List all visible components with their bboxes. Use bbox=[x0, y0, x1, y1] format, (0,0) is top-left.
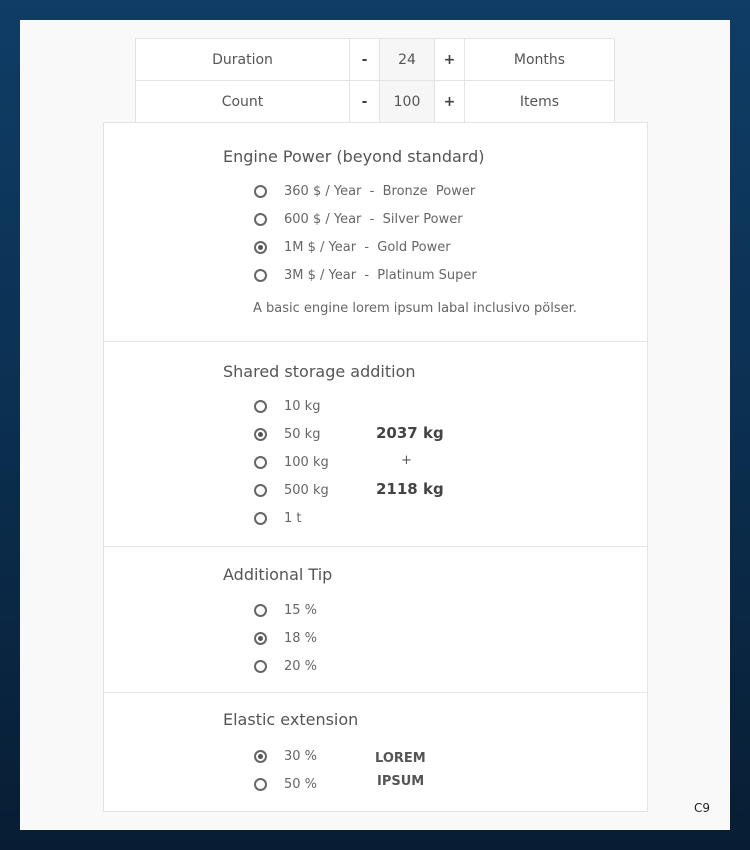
elastic-note-1: LOREM bbox=[375, 751, 426, 766]
page-code: C9 bbox=[694, 801, 711, 815]
option-label: 50 kg bbox=[284, 427, 321, 442]
tip-section bbox=[104, 547, 647, 693]
card bbox=[20, 20, 730, 830]
tip-title: Additional Tip bbox=[223, 565, 333, 584]
count-label: Count bbox=[136, 81, 350, 123]
radio-icon[interactable] bbox=[254, 484, 267, 497]
option-label: 360 $ / Year - Bronze Power bbox=[284, 184, 476, 199]
count-unit: Items bbox=[465, 81, 615, 123]
option-label: 20 % bbox=[284, 659, 318, 674]
storage-total-2: 2118 kg bbox=[376, 480, 444, 498]
tip-option[interactable] bbox=[254, 631, 317, 646]
engine-option[interactable] bbox=[254, 212, 463, 227]
radio-icon[interactable] bbox=[254, 400, 267, 413]
storage-section bbox=[104, 342, 647, 547]
options-panel bbox=[103, 122, 648, 812]
option-label: 10 kg bbox=[284, 399, 321, 414]
engine-option[interactable] bbox=[254, 240, 451, 255]
radio-icon[interactable] bbox=[254, 185, 267, 198]
radio-selected-icon[interactable] bbox=[254, 750, 267, 763]
option-label: 3M $ / Year - Platinum Super bbox=[284, 268, 477, 283]
duration-label: Duration bbox=[136, 39, 350, 81]
duration-minus-button[interactable]: - bbox=[350, 39, 380, 81]
duration-row bbox=[136, 39, 615, 81]
count-row bbox=[136, 81, 615, 123]
storage-option[interactable] bbox=[254, 511, 302, 526]
storage-total-1: 2037 kg bbox=[376, 424, 444, 442]
elastic-option[interactable] bbox=[254, 777, 317, 792]
option-label: 600 $ / Year - Silver Power bbox=[284, 212, 463, 227]
duration-unit: Months bbox=[465, 39, 615, 81]
radio-icon[interactable] bbox=[254, 213, 267, 226]
storage-title: Shared storage addition bbox=[223, 362, 416, 381]
count-value[interactable]: 100 bbox=[380, 81, 435, 123]
engine-title: Engine Power (beyond standard) bbox=[223, 147, 485, 166]
storage-plus: + bbox=[401, 453, 412, 468]
option-label: 15 % bbox=[284, 603, 318, 618]
count-minus-button[interactable]: - bbox=[350, 81, 380, 123]
option-label: 18 % bbox=[284, 631, 318, 646]
option-label: 100 kg bbox=[284, 455, 329, 470]
count-plus-button[interactable]: + bbox=[435, 81, 465, 123]
radio-icon[interactable] bbox=[254, 660, 267, 673]
option-label: 500 kg bbox=[284, 483, 329, 498]
tip-option[interactable] bbox=[254, 603, 317, 618]
engine-option[interactable] bbox=[254, 268, 477, 283]
radio-selected-icon[interactable] bbox=[254, 632, 267, 645]
elastic-option[interactable] bbox=[254, 749, 317, 764]
option-label: 30 % bbox=[284, 749, 318, 764]
radio-icon[interactable] bbox=[254, 778, 267, 791]
radio-icon[interactable] bbox=[254, 512, 267, 525]
elastic-title: Elastic extension bbox=[223, 710, 359, 729]
storage-option[interactable] bbox=[254, 455, 329, 470]
elastic-note-2: IPSUM bbox=[377, 774, 425, 789]
tip-option[interactable] bbox=[254, 659, 317, 674]
radio-selected-icon[interactable] bbox=[254, 241, 267, 254]
stepper-table bbox=[135, 38, 615, 123]
radio-icon[interactable] bbox=[254, 269, 267, 282]
option-label: 1M $ / Year - Gold Power bbox=[284, 240, 451, 255]
engine-section bbox=[104, 123, 647, 342]
elastic-section bbox=[104, 693, 647, 812]
radio-icon[interactable] bbox=[254, 604, 267, 617]
duration-value[interactable]: 24 bbox=[380, 39, 435, 81]
storage-option[interactable] bbox=[254, 399, 320, 414]
storage-option[interactable] bbox=[254, 483, 329, 498]
duration-plus-button[interactable]: + bbox=[435, 39, 465, 81]
option-label: 1 t bbox=[284, 511, 302, 526]
storage-option[interactable] bbox=[254, 427, 320, 442]
engine-option[interactable] bbox=[254, 184, 475, 199]
radio-selected-icon[interactable] bbox=[254, 428, 267, 441]
engine-description: A basic engine lorem ipsum labal inclusivo pölser. bbox=[253, 301, 577, 316]
option-label: 50 % bbox=[284, 777, 318, 792]
radio-icon[interactable] bbox=[254, 456, 267, 469]
